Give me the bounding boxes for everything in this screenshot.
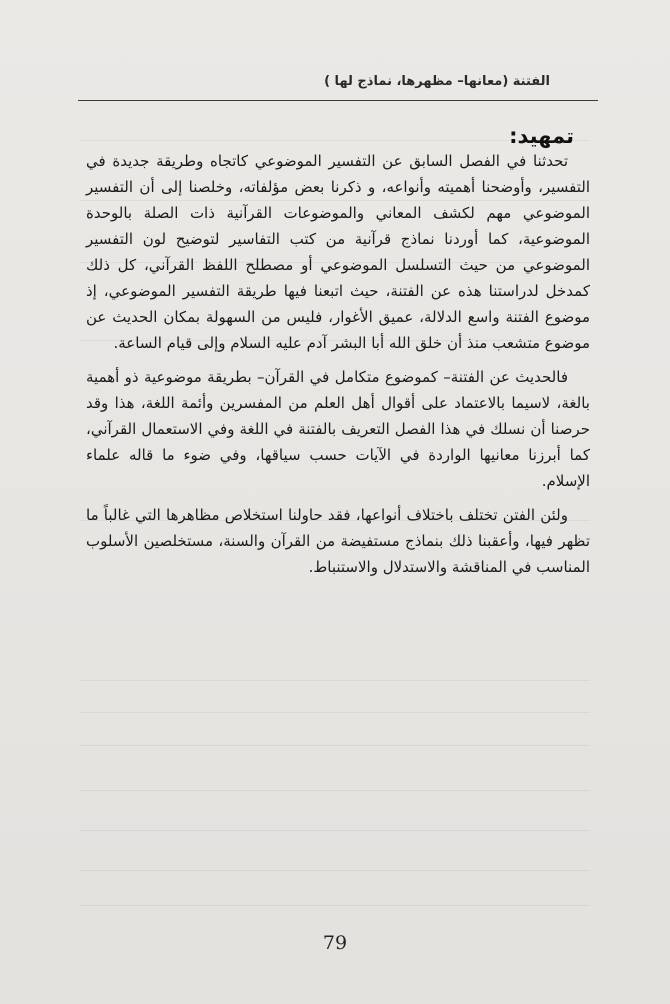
bleed-through-line [80, 745, 590, 746]
header-divider [78, 100, 598, 101]
bleed-through-line [80, 870, 590, 871]
bleed-through-line [80, 905, 590, 906]
paragraph: تحدثنا في الفصل السابق عن التفسير الموضوعي كاتجاه وطريقة جديدة في التفسير، وأوضحنا أهميته وأنواعه، و ذكرنا بعض مؤلفاته، وخلصنا إلى أن التفسير الموضوعي مهم لكشف المعاني والموضوعات القرآنية ذات الصلة بالوحدة الموضوعية، كما أوردنا نماذج قرآنية من كتب التفاسير لتوضيح لون التفسير الموضوعي من حيث التسلسل الموضوعي أو مصطلح اللفظ القرآني، كل ذلك كمدخل لدراستنا هذه عن الفتنة، حيث اتبعنا فيها طريقة التفسير الموضوعي، إذ موضوع الفتنة واسع الدلالة، عميق الأغوار، فليس من السهولة بمكان الحديث عن موضوع متشعب منذ أن خلق الله أبا البشر آدم عليه السلام وإلى قيام الساعة. [86, 152, 590, 352]
page-number: 79 [322, 932, 348, 954]
bleed-through-line [80, 680, 590, 681]
bleed-through-line [80, 712, 590, 713]
section-heading: تمهيد: [509, 124, 574, 148]
bleed-through-line [80, 830, 590, 831]
paragraph: فالحديث عن الفتنة– كموضوع متكامل في القرآن– بطريقة موضوعية ذو أهمية بالغة، لاسيما بالاعتماد على أقوال أهل العلم من المفسرين وأئمة اللغة، هذا وقد حرصنا أن نسلك في هذا الفصل التعريف بالفتنة في اللغة وفي الاستعمال القرآني، كما أبرزنا معانيها الواردة في الآيات حسب سياقها، وفي ضوء ما قاله علماء الإسلام. [86, 368, 590, 490]
body-text [86, 148, 590, 580]
paragraph: ولئن الفتن تختلف باختلاف أنواعها، فقد حاولنا استخلاص مظاهرها التي غالباً ما تظهر فيها، وأعقبنا ذلك بنماذج مستفيضة من القرآن والسنة، مستخلصين الأسلوب المناسب في المناقشة والاستدلال والاستنباط. [86, 506, 590, 576]
running-header: الفتنة (معانها– مظهرها، نماذج لها ) [324, 74, 550, 89]
bleed-through-line [80, 790, 590, 791]
